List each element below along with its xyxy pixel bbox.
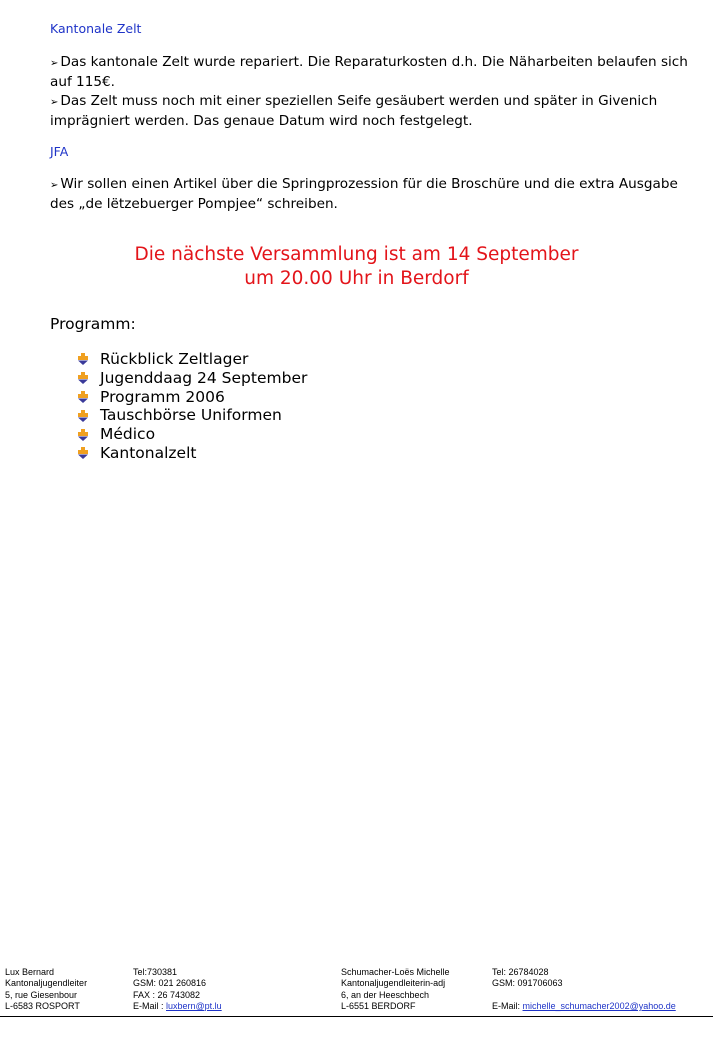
- footer-line: L-6583 ROSPORT: [5, 1000, 80, 1011]
- footer-line: Tel:730381: [133, 967, 178, 977]
- bullet-text: auf 115€.: [50, 74, 115, 90]
- list-item: [76, 444, 307, 463]
- footer-contact-1-name: [5, 967, 87, 1012]
- footer-contact-1-phone: [133, 967, 222, 1012]
- bullet-text: Wir sollen einen Artikel über die Springprozession für die Broschüre und die extra Ausgabe: [60, 176, 678, 192]
- footer-line: 5, rue Giesenbour: [5, 989, 78, 1000]
- bullet-text: Das kantonale Zelt wurde repariert. Die Reparaturkosten d.h. Die Näharbeiten belaufen sich: [60, 54, 688, 70]
- list-item-label: Rückblick Zeltlager: [100, 350, 249, 368]
- footer-line: [492, 1001, 676, 1012]
- arrowhead-bullet-icon: ➢: [50, 97, 59, 108]
- footer-divider: [0, 1016, 713, 1017]
- jfa-paragraph: [50, 175, 690, 214]
- email-link[interactable]: luxbern@pt.lu: [166, 1000, 222, 1011]
- footer-line: 6, an der Heeschbech: [341, 989, 430, 1000]
- bullet-line: [50, 195, 690, 214]
- footer-contact-2-name: [341, 967, 450, 1012]
- list-item: [76, 406, 307, 425]
- plus-arrow-bullet-icon: [76, 371, 90, 385]
- bullet-line: [50, 73, 690, 92]
- bullet-text: imprägniert werden. Das genaue Datum wird noch festgelegt.: [50, 113, 473, 129]
- announcement-line-2: um 20.00 Uhr in Berdorf: [244, 268, 469, 289]
- footer-line: L-6551 BERDORF: [341, 1000, 416, 1011]
- bullet-line: [50, 92, 690, 112]
- bullet-line: [50, 112, 690, 131]
- list-item: [76, 388, 307, 407]
- list-item: [76, 425, 307, 444]
- bullet-text: Das Zelt muss noch mit einer speziellen Seife gesäubert werden und später in Givenich: [60, 93, 658, 109]
- bullet-text: des „de lëtzebuerger Pompjee“ schreiben.: [50, 196, 338, 212]
- list-item-label: Médico: [100, 425, 156, 444]
- arrowhead-bullet-icon: ➢: [50, 58, 59, 69]
- next-meeting-announcement: [0, 243, 713, 291]
- footer-contact-2-phone: [492, 967, 676, 1012]
- list-item: [76, 350, 307, 369]
- plus-arrow-bullet-icon: [76, 390, 90, 404]
- kantonale-zelt-paragraph: [50, 53, 690, 131]
- footer-contact: [0, 967, 713, 1017]
- email-link[interactable]: michelle_schumacher2002@yahoo.de: [522, 1000, 676, 1011]
- footer-line: Kantonaljugendleiterin-adj: [341, 978, 446, 989]
- footer-line: Tel: 26784028: [492, 967, 549, 977]
- bullet-line: [50, 53, 690, 73]
- list-item-label: Tauschbörse Uniformen: [100, 406, 282, 425]
- list-item-label: Programm 2006: [100, 387, 225, 406]
- list-item-label: Kantonalzelt: [100, 443, 197, 462]
- email-label: E-Mail:: [492, 1000, 523, 1011]
- plus-arrow-bullet-icon: [76, 446, 90, 460]
- footer-line: Kantonaljugendleiter: [5, 978, 88, 989]
- arrowhead-bullet-icon: ➢: [50, 180, 59, 191]
- programm-title: Programm:: [50, 315, 136, 333]
- footer-line: FAX : 26 743082: [133, 989, 201, 1000]
- plus-arrow-bullet-icon: [76, 352, 90, 366]
- footer-line: Lux Bernard: [5, 967, 55, 977]
- section-heading-jfa: JFA: [50, 144, 69, 159]
- footer-line: Schumacher-Loës Michelle: [341, 967, 450, 977]
- section-heading-kantonale-zelt: Kantonale Zelt: [50, 21, 142, 36]
- list-item-label: Jugenddaag 24 September: [100, 368, 308, 387]
- programm-list: [76, 350, 307, 463]
- footer-line: GSM: 021 260816: [133, 978, 207, 989]
- email-label: E-Mail :: [133, 1000, 167, 1011]
- plus-arrow-bullet-icon: [76, 428, 90, 442]
- plus-arrow-bullet-icon: [76, 409, 90, 423]
- announcement-line-1: Die nächste Versammlung ist am 14 September: [134, 244, 579, 265]
- list-item: [76, 369, 307, 388]
- footer-line: [133, 1001, 222, 1012]
- bullet-line: [50, 175, 690, 195]
- footer-line: GSM: 091706063: [492, 978, 563, 989]
- footer-line: [492, 990, 676, 1001]
